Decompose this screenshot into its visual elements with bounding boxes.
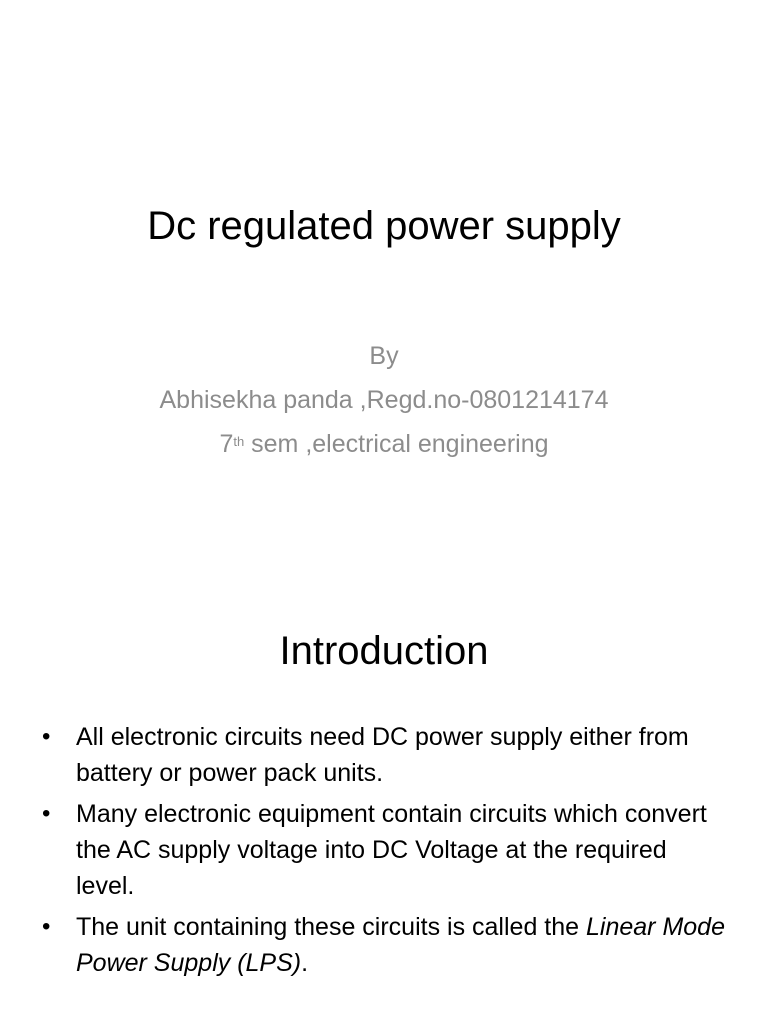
bullet-icon: • xyxy=(42,913,51,940)
introduction-slide xyxy=(0,576,768,1024)
slide-title: Introduction xyxy=(279,629,489,673)
list-item xyxy=(38,796,728,904)
list-item xyxy=(38,909,728,981)
bullet-icon: • xyxy=(42,800,51,827)
by-line: By xyxy=(369,342,399,370)
semester-line xyxy=(0,422,768,466)
bullet-text: The unit containing these circuits is called the xyxy=(76,913,586,941)
slide-subtitle xyxy=(0,334,768,466)
bullet-text: All electronic circuits need DC power supply either from battery or power pack units. xyxy=(76,723,689,787)
bullet-italic-text: Linear Mode Power Supply (LPS) xyxy=(76,913,725,977)
bullet-list xyxy=(38,719,728,986)
semester-superscript: th xyxy=(233,434,245,449)
semester-number: 7 xyxy=(219,430,234,458)
bullet-tail-text: . xyxy=(301,949,309,977)
list-item xyxy=(38,719,728,791)
bullet-text: Many electronic equipment contain circuits which convert the AC supply voltage into DC Voltage at the required level. xyxy=(76,800,707,900)
author-line: Abhisekha panda ,Regd.no-0801214174 xyxy=(159,386,609,414)
semester-text: sem ,electrical engineering xyxy=(244,430,549,458)
slide-title: Dc regulated power supply xyxy=(147,204,621,248)
bullet-icon: • xyxy=(42,723,51,750)
